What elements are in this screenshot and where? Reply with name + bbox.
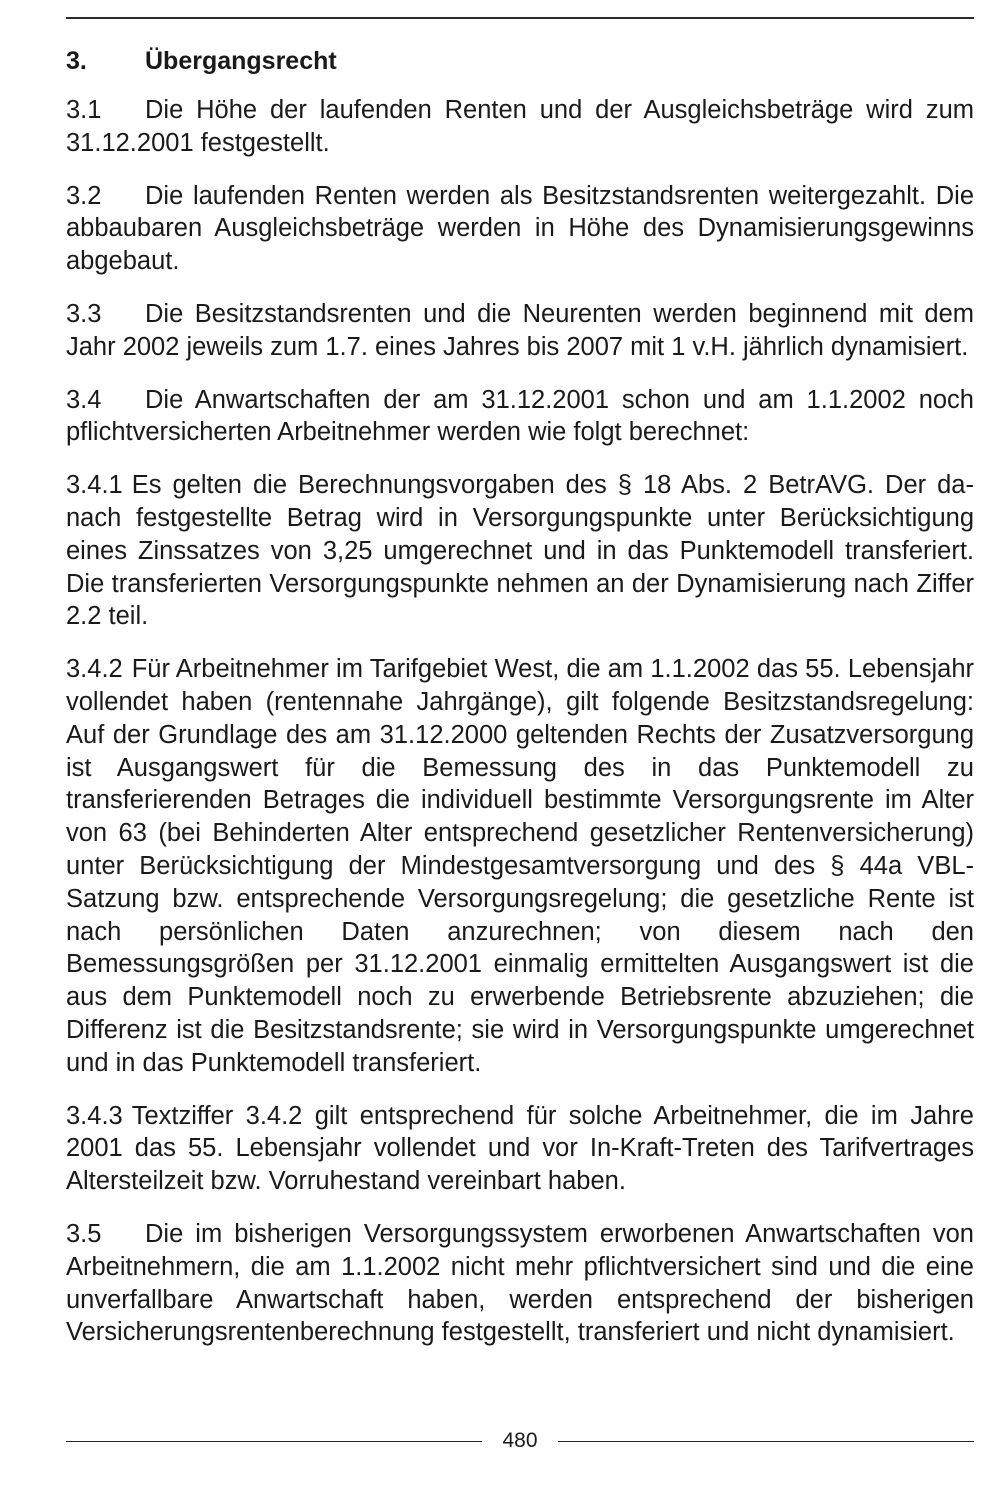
top-rule (66, 17, 974, 19)
paragraph-3-4-3 (66, 1100, 974, 1198)
footer-rule-right (558, 1441, 974, 1442)
paragraph-3-4-2 (66, 653, 974, 1079)
page-footer (66, 1426, 974, 1456)
paragraph-text: Die Besitzstandsrenten und die Neurenten werden beginnend mit dem Jahr 2002 jeweils zum 1.7. eines Jahres bis 2007 mit 1 v.H. jährlich dynamisiert. (66, 299, 974, 361)
paragraph-number: 3.4 (66, 385, 102, 414)
paragraph-3-3 (66, 298, 974, 364)
paragraph-text: Es gelten die Berechnungsvorgaben des § 18 Abs. 2 BetrAVG. Der danach festgestellte Betrag wird in Versorgungspunkte unter Berücksichtigung eines Zinssatzes von 3,25 umgerechnet und in das Punktemodell transferiert. Die transferierten Versorgungspunkte nehmen an der Dynamisierung nach Ziffer 2.2 teil. (66, 471, 974, 631)
paragraph-text: Für Arbeitnehmer im Tarifgebiet West, die am 1.1.2002 das 55. Lebensjahr vollendet haben (rentennahe Jahrgänge), gilt folgende Besitzstandsregelung: Auf der Grundlage des am 31.12.2000 geltenden Rechts der Zusatzversorgung ist Ausgangswert für die Bemessung des in das Punktemodell zu transferierenden Betrages die individuell bestimmte Versorgungsrente im Alter von 63 (bei Behinderten Alter entsprechend gesetzlicher Rentenversicherung) unter Berücksichtigung der Mindestgesamtversorgung und des § 44a VBL-Satzung bzw. entsprechende Versorgungsregelung; die gesetzliche Rente ist nach persönlichen Daten anzurechnen; von diesem nach den Bemessungsgrößen per 31.12.2001 einmalig ermittelten Ausgangswert ist die aus dem Punktemodell noch zu erwerbende Betriebsrente abzuziehen; die Differenz ist die Besitzstandsrente; sie wird in Versorgungspunkte umgerechnet und in das Punktemodell transferiert. (66, 655, 974, 1077)
paragraph-3-1 (66, 94, 974, 160)
section-title: Übergangsrecht (145, 47, 337, 75)
paragraph-text: Textziffer 3.4.2 gilt entsprechend für solche Arbeitnehmer, die im Jahre 2001 das 55. Lebensjahr vollendet und vor In-Kraft-Treten des Tarifvertrages Altersteilzeit bzw. Vorruhestand vereinbart haben. (66, 1101, 974, 1196)
paragraph-text: Die Höhe der laufenden Renten und der Ausgleichsbeträge wird zum 31.12.2001 festgestellt. (66, 96, 974, 157)
section-number: 3. (66, 47, 87, 75)
paragraph-text: Die im bisherigen Versorgungssystem erworbenen Anwartschaften von Arbeitnehmern, die am 1.1.2002 nicht mehr pflichtversichert sind und die eine unverfallbare Anwartschaft haben, werden entsprechend der bisherigen Versicherungsrentenberechnung festgestellt, transferiert und nicht dynamisiert. (66, 1219, 974, 1347)
paragraph-number: 3.2 (66, 181, 102, 210)
paragraph-number: 3.4.3 (66, 1101, 123, 1130)
document-body (66, 44, 974, 1369)
paragraph-number: 3.4.1 (66, 471, 123, 500)
paragraph-3-2 (66, 180, 974, 278)
section-heading (66, 44, 974, 78)
page-number: 480 (502, 1429, 538, 1452)
paragraph-3-4 (66, 384, 974, 450)
paragraph-text: Die Anwartschaften der am 31.12.2001 schon und am 1.1.2002 noch pflichtversicherten Arbeitnehmer werden wie folgt berechnet: (66, 385, 974, 447)
paragraph-number: 3.4.2 (66, 655, 123, 684)
paragraph-text: Die laufenden Renten werden als Besitzstandsrenten weitergezahlt. Die abbaubaren Ausgleichsbeträge werden in Höhe des Dynamisierungsgewinns abgebaut. (66, 181, 974, 276)
paragraph-number: 3.3 (66, 299, 102, 328)
paragraph-3-5 (66, 1218, 974, 1349)
footer-rule-left (66, 1441, 482, 1442)
paragraph-number: 3.1 (66, 96, 102, 124)
paragraph-3-4-1 (66, 469, 974, 633)
paragraph-number: 3.5 (66, 1219, 102, 1248)
